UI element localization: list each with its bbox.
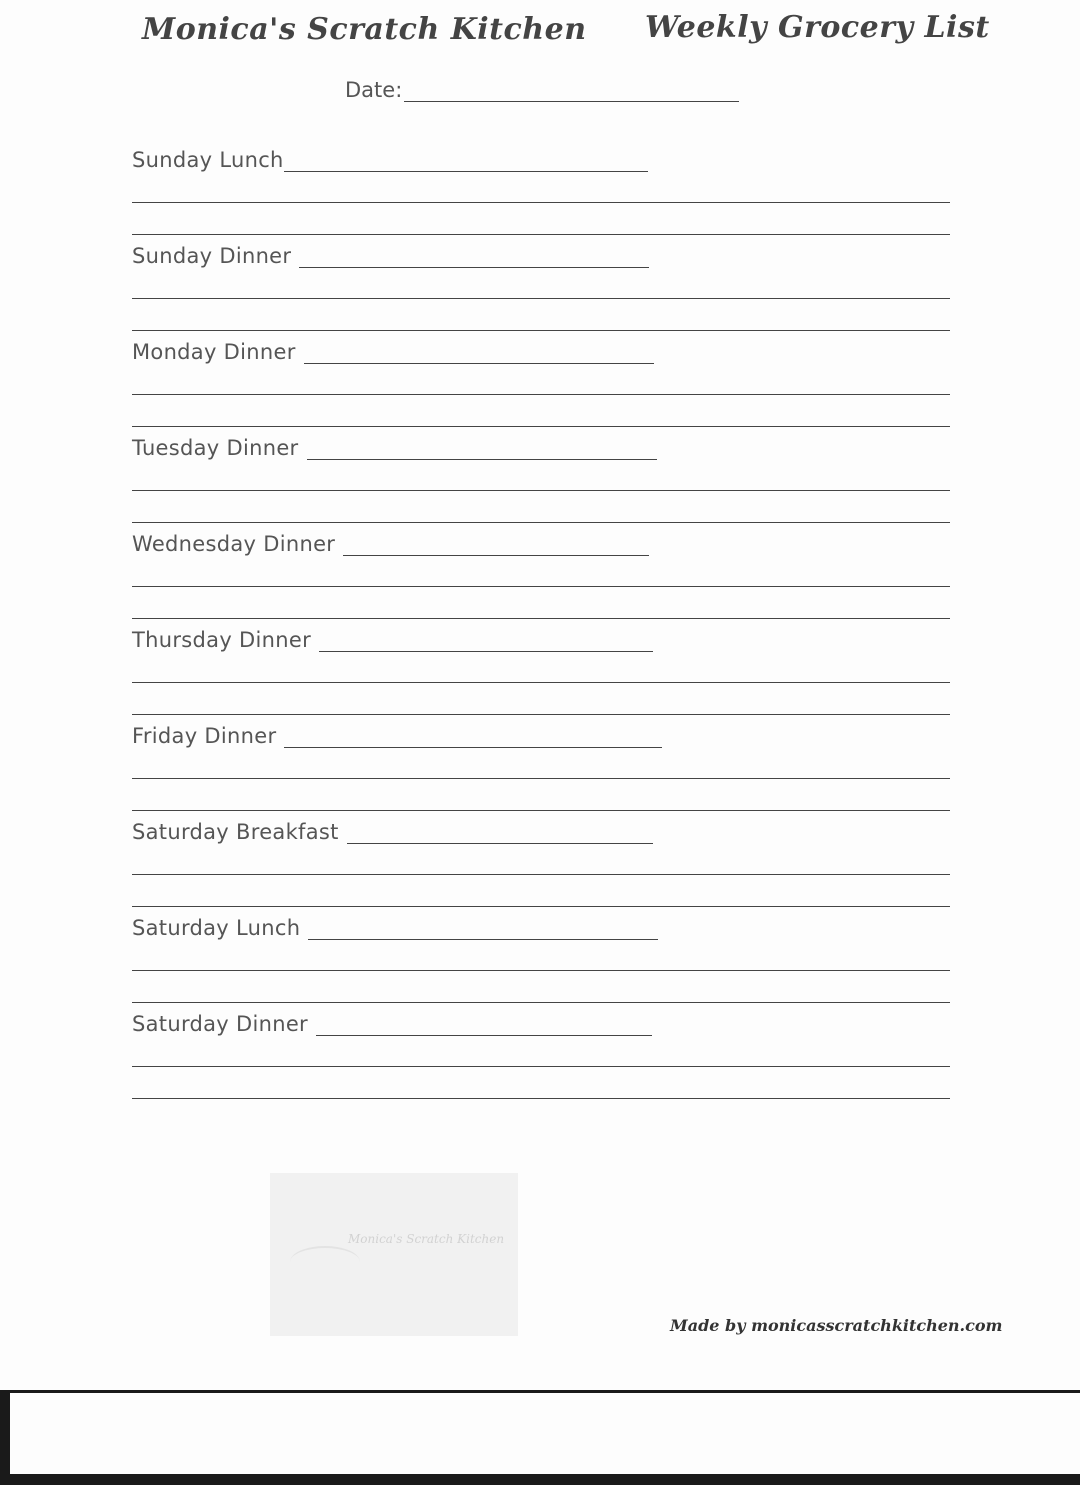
meal-entry-line[interactable] (284, 725, 662, 748)
meal-label: Saturday Breakfast (132, 820, 339, 844)
note-line[interactable] (132, 490, 950, 491)
note-line[interactable] (132, 874, 950, 875)
date-row (345, 78, 739, 102)
meal-section (132, 1006, 952, 1102)
meal-entry-line[interactable] (304, 341, 654, 364)
meal-section (132, 718, 952, 814)
date-label: Date: (345, 78, 403, 102)
note-line[interactable] (132, 426, 950, 427)
note-line[interactable] (132, 970, 950, 971)
meal-section (132, 430, 952, 526)
note-line[interactable] (132, 1098, 950, 1099)
meal-label: Sunday Dinner (132, 244, 292, 268)
note-line[interactable] (132, 1002, 950, 1003)
meal-entry-line[interactable] (299, 245, 649, 268)
meal-entry-line[interactable] (284, 149, 648, 172)
meal-section (132, 334, 952, 430)
meal-label: Thursday Dinner (132, 628, 312, 652)
meal-section (132, 238, 952, 334)
meal-label: Friday Dinner (132, 724, 277, 748)
meal-label: Saturday Dinner (132, 1012, 308, 1036)
meal-section (132, 526, 952, 622)
meal-entry-line[interactable] (308, 917, 658, 940)
meal-label: Monday Dinner (132, 340, 296, 364)
meal-label: Saturday Lunch (132, 916, 301, 940)
faded-logo-text: Monica's Scratch Kitchen (348, 1232, 505, 1246)
meal-entry-line[interactable] (347, 821, 653, 844)
note-line[interactable] (132, 202, 950, 203)
note-line[interactable] (132, 906, 950, 907)
brand-title: Monica's Scratch Kitchen (142, 12, 587, 47)
background-paper-edge (10, 1393, 1080, 1474)
note-line[interactable] (132, 714, 950, 715)
note-line[interactable] (132, 682, 950, 683)
note-line[interactable] (132, 586, 950, 587)
meal-entry-line[interactable] (319, 629, 653, 652)
meal-section (132, 622, 952, 718)
note-line[interactable] (132, 618, 950, 619)
note-line[interactable] (132, 1066, 950, 1067)
credit-line: Made by monicasscratchkitchen.com (670, 1316, 1003, 1335)
note-line[interactable] (132, 810, 950, 811)
list-title: Weekly Grocery List (645, 10, 990, 45)
meal-label: Sunday Lunch (132, 148, 284, 172)
date-field-line[interactable] (404, 79, 739, 102)
meal-entry-line[interactable] (316, 1013, 652, 1036)
note-line[interactable] (132, 234, 950, 235)
note-line[interactable] (132, 522, 950, 523)
meal-entry-line[interactable] (343, 533, 649, 556)
meal-entry-line[interactable] (307, 437, 657, 460)
meal-section (132, 910, 952, 1006)
meal-section (132, 142, 952, 238)
meal-section (132, 814, 952, 910)
meal-label: Wednesday Dinner (132, 532, 336, 556)
note-line[interactable] (132, 778, 950, 779)
note-line[interactable] (132, 394, 950, 395)
faded-logo-graphic (290, 1246, 360, 1278)
note-line[interactable] (132, 298, 950, 299)
note-line[interactable] (132, 330, 950, 331)
meal-label: Tuesday Dinner (132, 436, 299, 460)
